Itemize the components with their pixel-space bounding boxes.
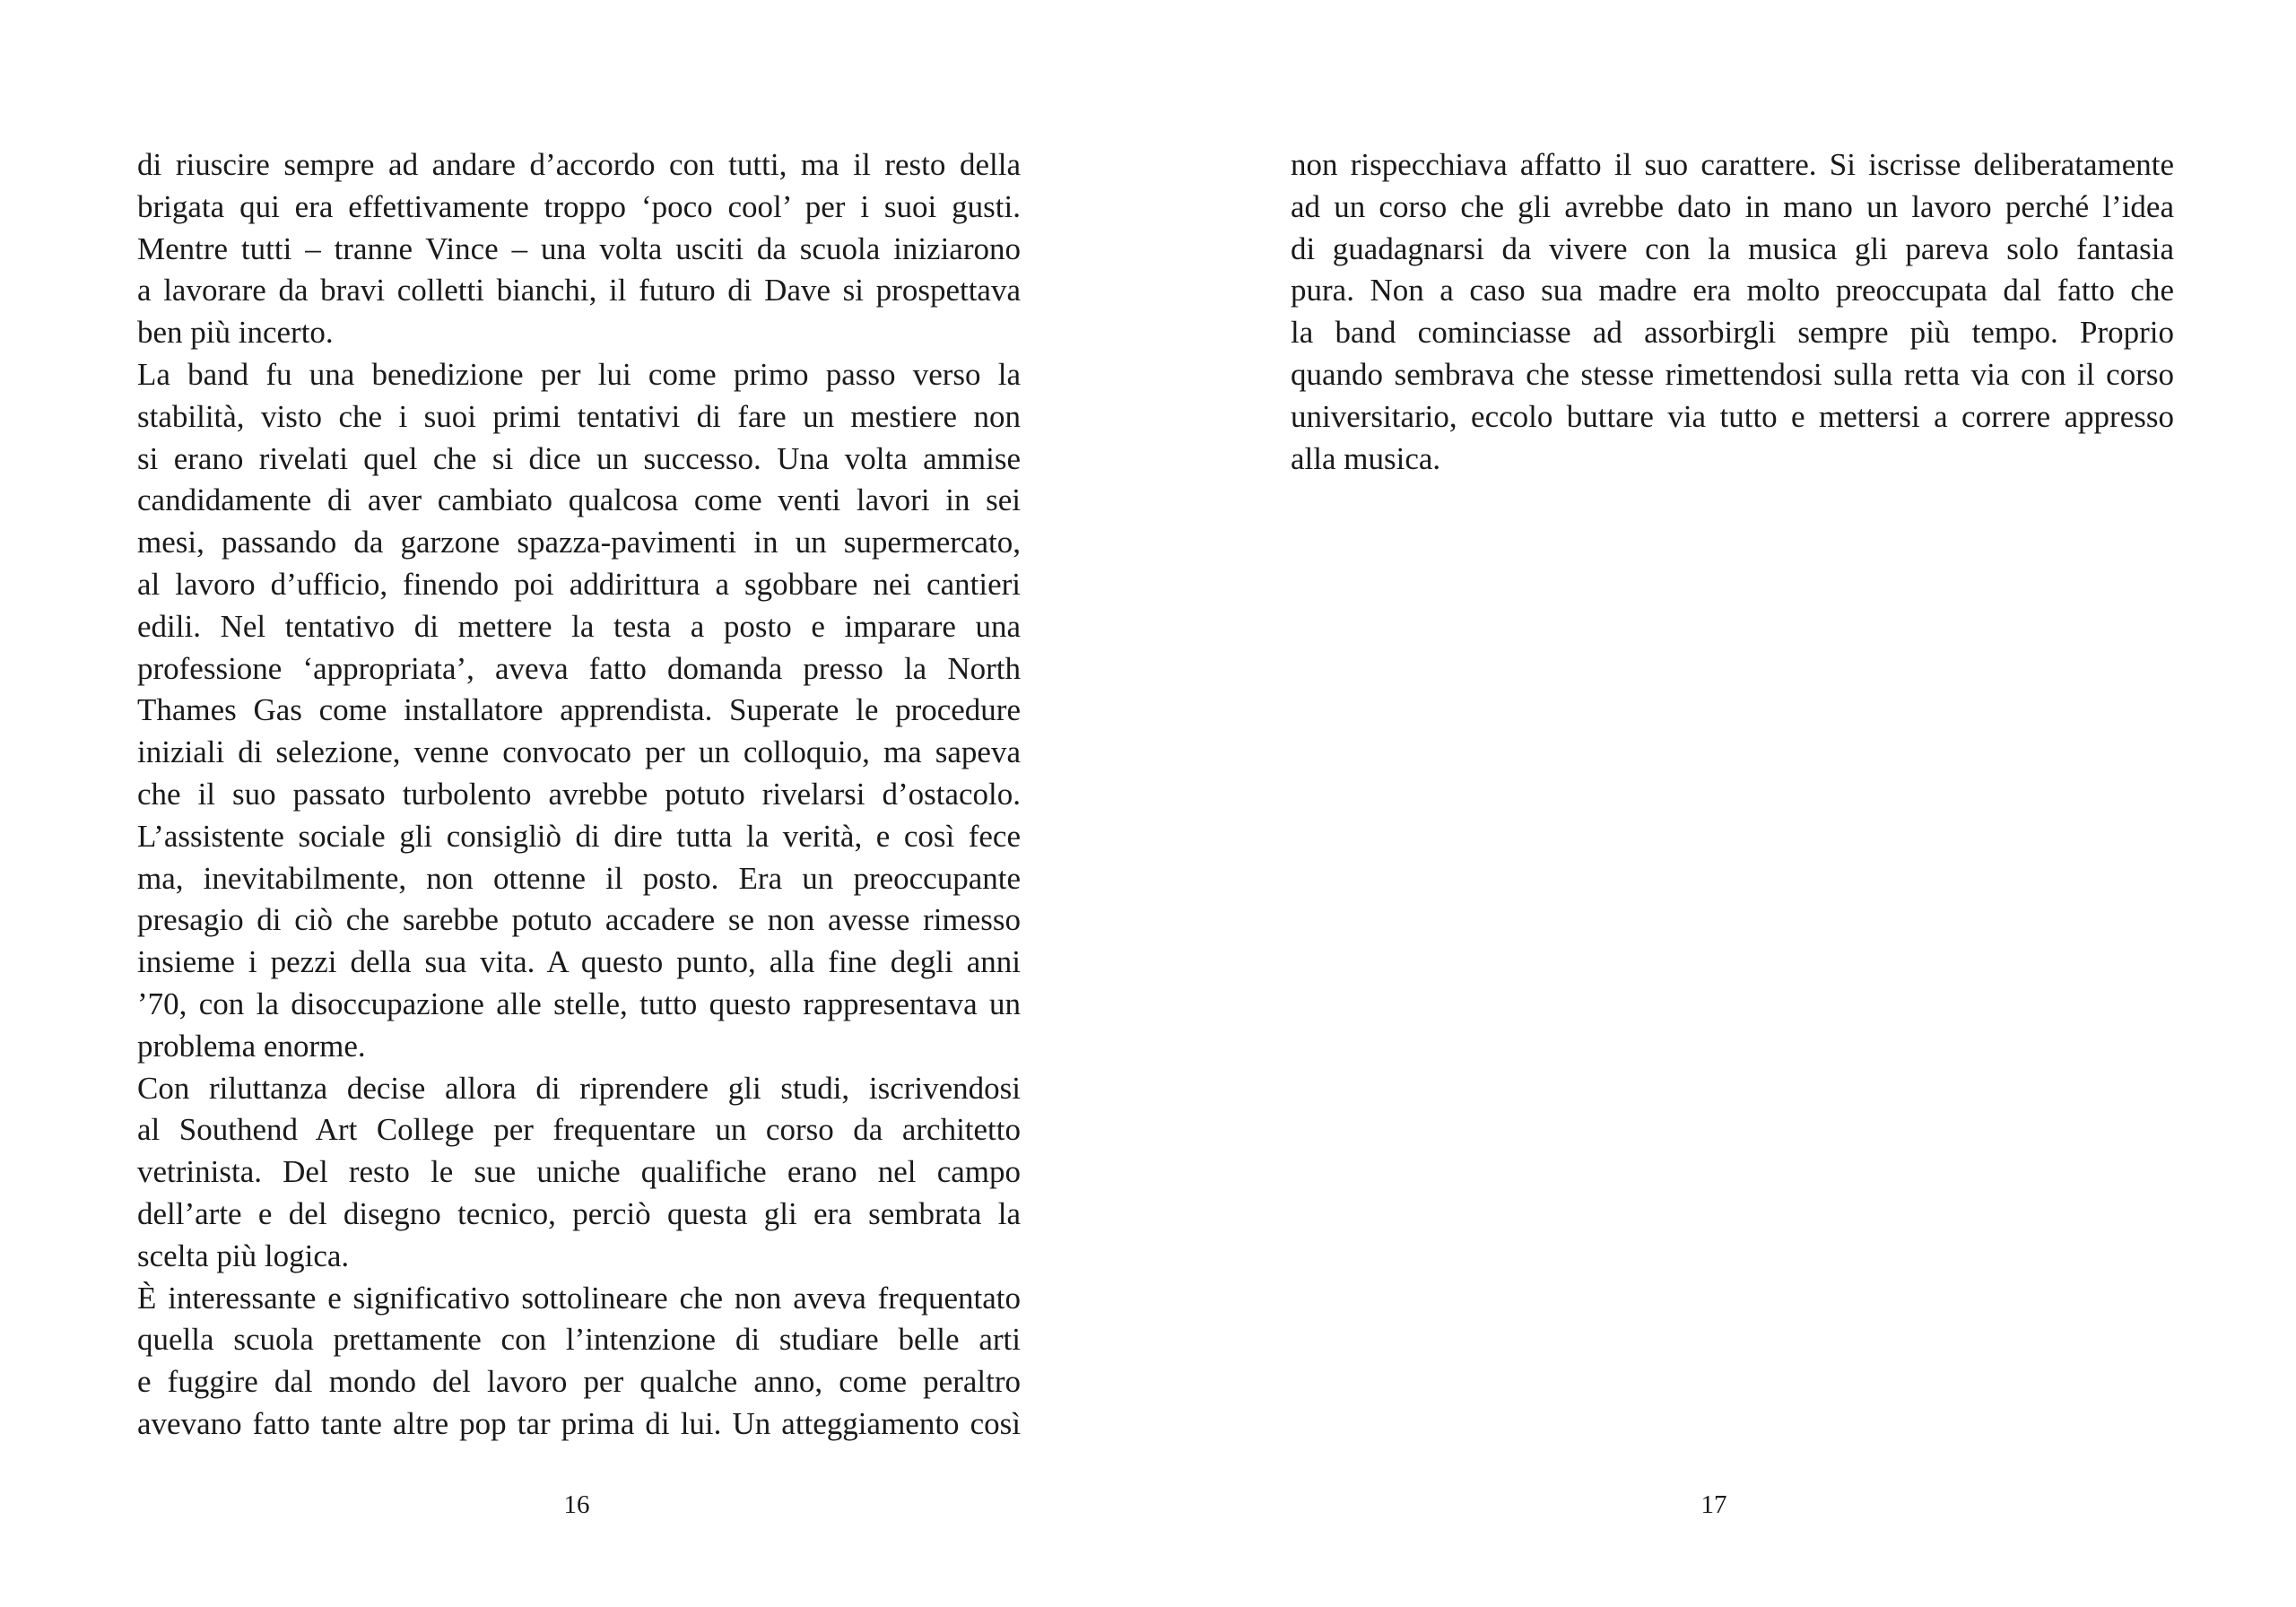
text-line: stabilità, visto che i suoi primi tentativi di fare un mestiere non: [137, 398, 1021, 434]
text-line: ’70, con la disoccupazione alle stelle, tutto questo rappresentava un: [137, 986, 1021, 1021]
text-line: iniziali di selezione, venne convocato per un colloquio, ma sapeva: [137, 734, 1021, 770]
text-line: Mentre tutti – tranne Vince – una volta usciti da scuola iniziarono: [137, 230, 1021, 266]
text-line: ad un corso che gli avrebbe dato in mano un lavoro perché l’idea: [1291, 188, 2174, 224]
left-page-text: [137, 144, 1021, 1446]
text-line: candidamente di aver cambiato qualcosa come venti lavori in sei: [137, 482, 1021, 518]
text-line: la band cominciasse ad assorbirgli sempre più tempo. Proprio: [1291, 315, 2174, 351]
text-line: quella scuola prettamente con l’intenzione di studiare belle arti: [137, 1322, 1021, 1358]
text-line: scelta più logica.: [137, 1238, 350, 1273]
text-line: a lavorare da bravi colletti bianchi, il futuro di Dave si prospettava: [137, 273, 1021, 308]
text-line: di guadagnarsi da vivere con la musica gli pareva solo fantasia: [1291, 230, 2174, 266]
text-line: si erano rivelati quel che si dice un successo. Una volta ammise: [137, 440, 1021, 476]
page-number: 17: [1700, 1490, 1727, 1519]
text-line: universitario, eccolo buttare via tutto e mettersi a correre appresso: [1291, 398, 2174, 434]
text-line: L’assistente sociale gli consigliò di dire tutta la verità, e così fece: [137, 818, 1021, 854]
text-line: alla musica.: [1291, 440, 1441, 476]
text-line: brigata qui era effettivamente troppo ‘poco cool’ per i suoi gusti.: [137, 188, 1021, 224]
text-line: È interessante e significativo sottolineare che non aveva frequentato: [137, 1280, 1021, 1316]
text-line: pura. Non a caso sua madre era molto preoccupata dal fatto che: [1291, 273, 2174, 308]
text-line: dell’arte e del disegno tecnico, perciò questa gli era sembrata la: [137, 1195, 1021, 1231]
text-line: ma, inevitabilmente, non ottenne il posto. Era un preoccupante: [137, 860, 1021, 896]
text-line: insieme i pezzi della sua vita. A questo punto, alla fine degli anni: [137, 944, 1021, 980]
text-line: ben più incerto.: [137, 315, 334, 351]
text-line: di riuscire sempre ad andare d’accordo con tutti, ma il resto della: [137, 147, 1021, 182]
text-line: Con riluttanza decise allora di riprendere gli studi, iscrivendosi: [137, 1070, 1021, 1106]
right-page: [1148, 0, 2296, 1607]
text-line: quando sembrava che stesse rimettendosi sulla retta via con il corso: [1291, 356, 2174, 392]
text-line: vetrinista. Del resto le sue uniche qualifiche erano nel campo: [137, 1154, 1021, 1190]
text-line: presagio di ciò che sarebbe potuto accadere se non avesse rimesso: [137, 902, 1021, 938]
page-number: 16: [563, 1490, 590, 1519]
text-line: e fuggire dal mondo del lavoro per qualche anno, come peraltro: [137, 1364, 1021, 1400]
text-line: La band fu una benedizione per lui come primo passo verso la: [137, 356, 1021, 392]
text-line: professione ‘appropriata’, aveva fatto domanda presso la North: [137, 650, 1021, 686]
text-line: al lavoro d’ufficio, finendo poi addirittura a sgobbare nei cantieri: [137, 566, 1021, 602]
text-line: non rispecchiava affatto il suo carattere. Si iscrisse deliberatamente: [1291, 147, 2174, 182]
text-line: edili. Nel tentativo di mettere la testa a posto e imparare una: [137, 608, 1021, 644]
text-line: avevano fatto tante altre pop tar prima di lui. Un atteggiamento così: [137, 1405, 1021, 1441]
text-line: problema enorme.: [137, 1028, 366, 1064]
text-line: Thames Gas come installatore apprendista. Superate le procedure: [137, 692, 1021, 728]
right-page-text: [1291, 144, 2174, 480]
text-line: mesi, passando da garzone spazza-pavimenti in un supermercato,: [137, 525, 1021, 560]
text-line: che il suo passato turbolento avrebbe potuto rivelarsi d’ostacolo.: [137, 776, 1021, 812]
text-line: al Southend Art College per frequentare un corso da architetto: [137, 1112, 1021, 1148]
